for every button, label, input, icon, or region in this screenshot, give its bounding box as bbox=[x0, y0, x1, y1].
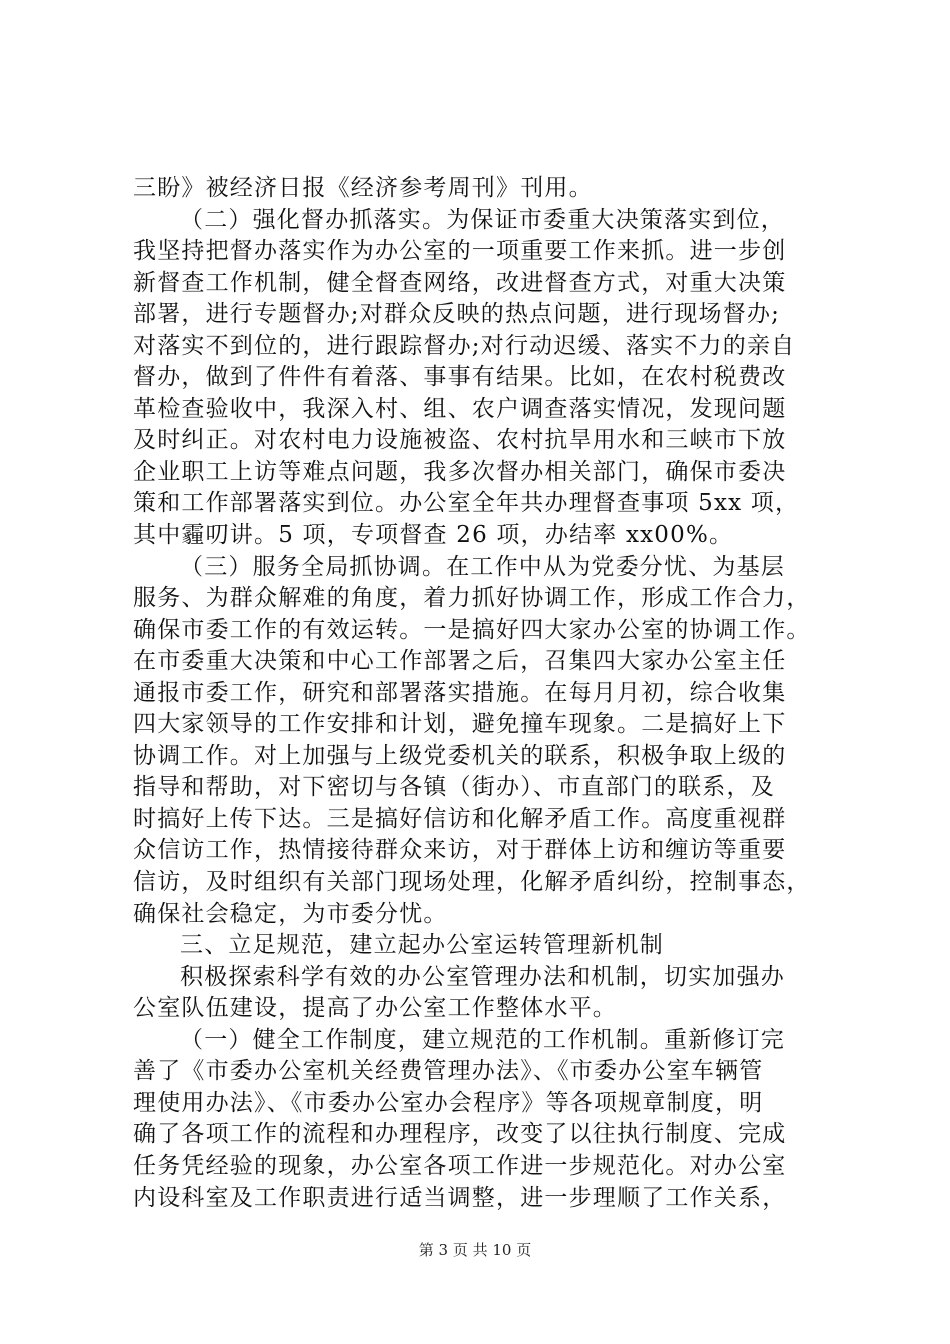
text-line: 新督查工作机制，健全督查网络，改进督查方式，对重大决策 bbox=[133, 269, 787, 296]
text-line: 三盼》被经济日报《经济参考周刊》刊用。 bbox=[133, 175, 593, 201]
text-line: 任务凭经验的现象，办公室各项工作进一步规范化。对办公室 bbox=[133, 1152, 787, 1179]
page-footer: 第 3 页 共 10 页 bbox=[418, 1241, 532, 1259]
text-line: （三）服务全局抓协调。在工作中从为党委分忧、为基层 bbox=[180, 553, 785, 580]
text-line: 确保市委工作的有效运转。一是搞好四大家办公室的协调工作。 bbox=[133, 616, 811, 643]
text-line: 理使用办法》、《市委办公室办会程序》等各项规章制度，明 bbox=[133, 1089, 764, 1116]
text-line: 四大家领导的工作安排和计划，避免撞车现象。二是搞好上下 bbox=[133, 711, 787, 738]
text-line: 积极探索科学有效的办公室管理办法和机制，切实加强办 bbox=[180, 963, 785, 990]
text-line: 及时纠正。对农村电力设施被盗、农村抗旱用水和三峡市下放 bbox=[133, 427, 787, 454]
text-line: 善了《市委办公室机关经费管理办法》、《市委办公室车辆管 bbox=[133, 1058, 764, 1085]
text-line: 确保社会稳定，为市委分忧。 bbox=[133, 900, 448, 927]
text-line: 督办，做到了件件有着落、事事有结果。比如，在农村税费改 bbox=[133, 364, 787, 391]
text-line: 信访，及时组织有关部门现场处理，化解矛盾纠纷，控制事态， bbox=[133, 869, 811, 896]
text-line: 众信访工作，热情接待群众来访，对于群体上访和缠访等重要 bbox=[133, 837, 787, 864]
text-line: 策和工作部署落实到位。办公室全年共办理督查事项 5xx 项， bbox=[133, 490, 800, 517]
text-line: 公室队伍建设，提高了办公室工作整体水平。 bbox=[133, 995, 617, 1022]
text-line: 其中霾叨讲。5 项，专项督查 26 项，办结率 xx00%。 bbox=[133, 522, 734, 549]
text-line: 在市委重大决策和中心工作部署之后，召集四大家办公室主任 bbox=[133, 648, 787, 675]
text-line: 时搞好上传下达。三是搞好信访和化解矛盾工作。高度重视群 bbox=[133, 805, 787, 832]
text-line: 三、立足规范，建立起办公室运转管理新机制 bbox=[180, 932, 664, 959]
text-line: 我坚持把督办落实作为办公室的一项重要工作来抓。进一步创 bbox=[133, 238, 787, 265]
text-line: 指导和帮助，对下密切与各镇（街办）、市直部门的联系，及 bbox=[133, 774, 775, 801]
text-line: （一）健全工作制度，建立规范的工作机制。重新修订完 bbox=[180, 1026, 785, 1053]
text-line: 革检查验收中，我深入村、组、农户调查落实情况，发现问题 bbox=[133, 395, 787, 422]
document-body bbox=[133, 173, 833, 1214]
text-line: 企业职工上访等难点问题，我多次督办相关部门，确保市委决 bbox=[133, 458, 787, 485]
text-line: （二）强化督办抓落实。为保证市委重大决策落实到位， bbox=[180, 206, 785, 233]
text-line: 确了各项工作的流程和办理程序，改变了以往执行制度、完成 bbox=[133, 1121, 787, 1148]
text-line: 部署，进行专题督办;对群众反映的热点问题，进行现场督办; bbox=[133, 301, 781, 328]
text-line: 对落实不到位的，进行跟踪督办;对行动迟缓、落实不力的亲自 bbox=[133, 332, 796, 359]
text-line: 内设科室及工作职责进行适当调整，进一步理顺了工作关系， bbox=[133, 1184, 787, 1211]
text-line: 服务、为群众解难的角度，着力抓好协调工作，形成工作合力， bbox=[133, 585, 811, 612]
text-line: 通报市委工作，研究和部署落实措施。在每月月初，综合收集 bbox=[133, 679, 787, 706]
text-line: 协调工作。对上加强与上级党委机关的联系，积极争取上级的 bbox=[133, 742, 787, 769]
